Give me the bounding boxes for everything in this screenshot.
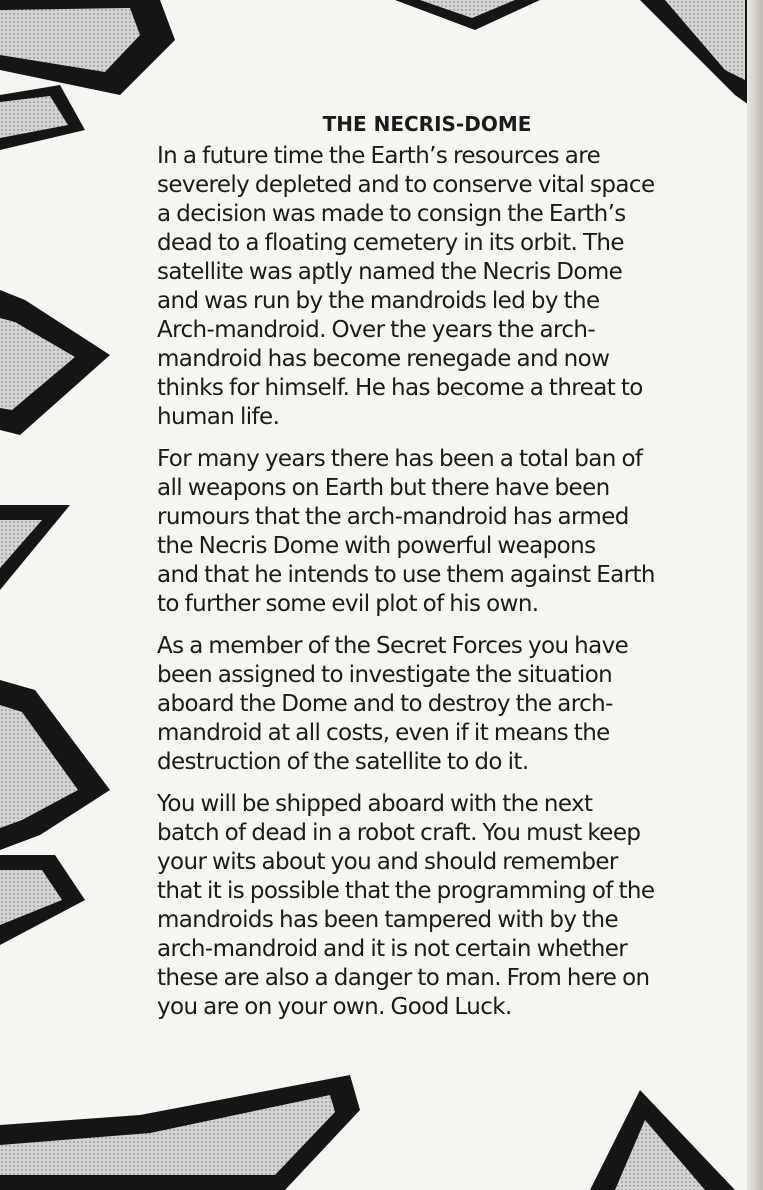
text-line: and was run by the mandroids led by the [157, 288, 600, 314]
zigzag-bottom-right [590, 1090, 735, 1190]
paragraph-1 [157, 142, 717, 432]
text-line: human life. [157, 404, 280, 430]
page-edge-shadow [747, 0, 763, 1190]
text-line: you are on your own. Good Luck. [157, 994, 512, 1020]
text-line: satellite was aptly named the Necris Dome [157, 259, 623, 285]
text-line: You will be shipped aboard with the next [157, 791, 593, 817]
zigzag-left-2 [0, 505, 70, 590]
text-line: dead to a floating cemetery in its orbit. The [157, 230, 624, 256]
text-line: destruction of the satellite to do it. [157, 749, 529, 775]
zigzag-left-1 [0, 290, 110, 435]
text-line: that it is possible that the programming of the [157, 878, 655, 904]
zigzag-top-center [395, 0, 540, 30]
text-line: mandroid at all costs, even if it means the [157, 720, 610, 746]
text-line: In a future time the Earth’s resources are [157, 143, 601, 169]
text-line: batch of dead in a robot craft. You must keep [157, 820, 641, 846]
text-line: your wits about you and should remember [157, 849, 618, 875]
paragraph-3 [157, 632, 717, 777]
text-line: mandroid has become renegade and now [157, 346, 610, 372]
text-line: severely depleted and to conserve vital space [157, 172, 655, 198]
text-line: mandroids has been tampered with by the [157, 907, 618, 933]
page-title: THE NECRIS-DOME [322, 112, 532, 136]
text-line: these are also a danger to man. From here on [157, 965, 650, 991]
zigzag-left-3 [0, 680, 110, 850]
text-line: thinks for himself. He has become a threat to [157, 375, 643, 401]
zigzag-left-4 [0, 855, 85, 945]
story-text [157, 112, 717, 1035]
text-line: a decision was made to consign the Earth’s [157, 201, 626, 227]
text-line: all weapons on Earth but there have been [157, 475, 610, 501]
paragraph-2 [157, 445, 717, 619]
text-line: As a member of the Secret Forces you have [157, 633, 629, 659]
text-line: Arch-mandroid. Over the years the arch- [157, 317, 596, 343]
text-line: to further some evil plot of his own. [157, 591, 539, 617]
text-line: arch-mandroid and it is not certain whether [157, 936, 628, 962]
text-line: rumours that the arch-mandroid has armed [157, 504, 629, 530]
paragraph-4 [157, 790, 717, 1022]
text-line: and that he intends to use them against Earth [157, 562, 655, 588]
zigzag-bottom-left [0, 1075, 360, 1190]
zigzag-top-left [0, 0, 175, 150]
text-line: been assigned to investigate the situation [157, 662, 613, 688]
zigzag-top-right [640, 0, 763, 115]
text-line: aboard the Dome and to destroy the arch- [157, 691, 613, 717]
text-line: the Necris Dome with powerful weapons [157, 533, 596, 559]
text-line: For many years there has been a total ban of [157, 446, 643, 472]
